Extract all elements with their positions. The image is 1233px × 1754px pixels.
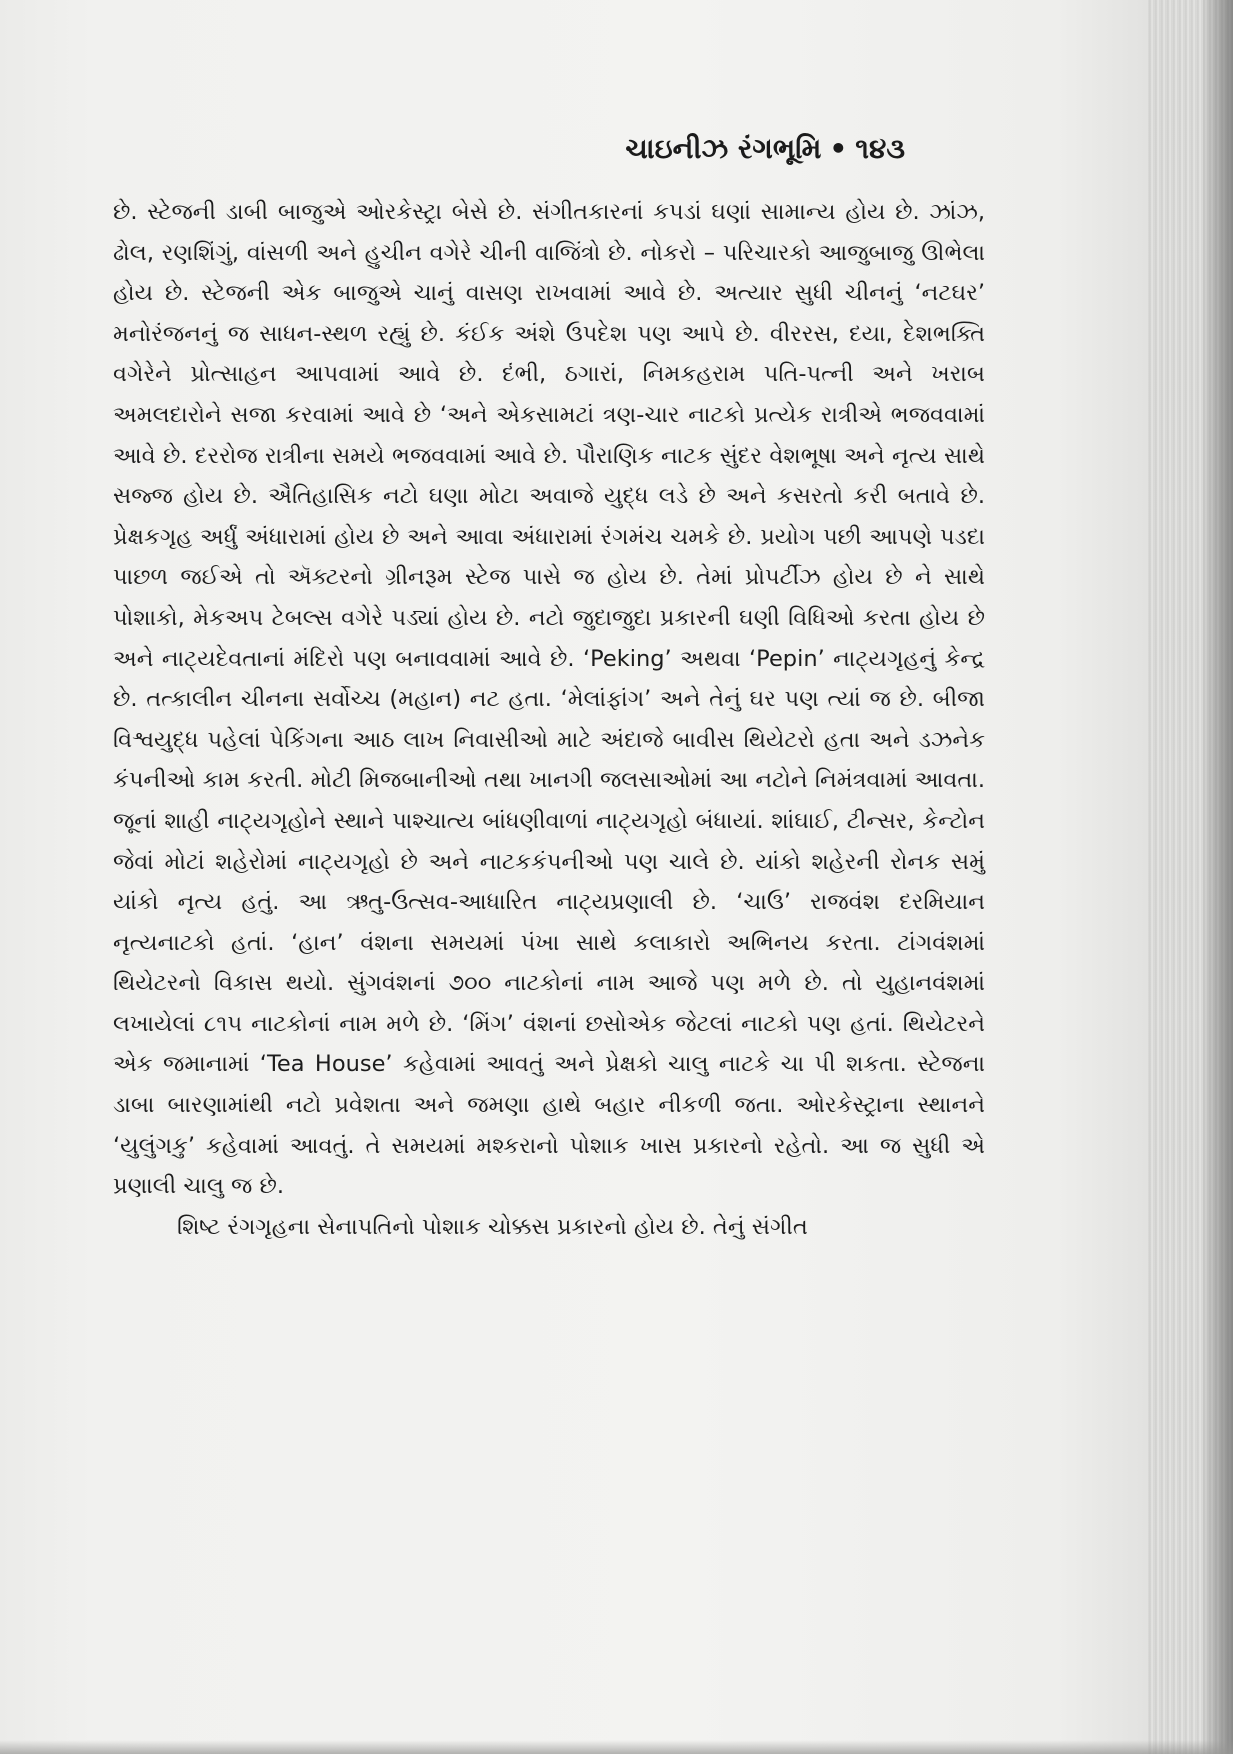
header-separator: • <box>829 132 848 165</box>
running-header <box>625 132 905 166</box>
running-title: ચાઇનીઝ રંગભૂમિ <box>625 132 822 165</box>
body-text <box>113 192 985 1247</box>
page-number: ૧૪૩ <box>855 132 905 165</box>
book-page-edges <box>1148 0 1233 1754</box>
paragraph: છે. સ્ટેજની ડાબી બાજુએ ઓરકેસ્ટ્રા બેસે છે. સંગીતકારનાં કપડાં ઘણાં સામાન્ય હોય છે. ઝાંઝ, ઢોલ, રણશિંગું, વાંસળી અને હુચીન વગેરે ચીની વાજિંત્રો છે. નોકરો – પરિચારકો આજુબાજુ ઊભેલા હોય છે. સ્ટેજની એક બાજુએ ચાનું વાસણ રાખવામાં આવે છે. અત્યાર સુધી ચીનનું ‘નટઘર’ મનોરંજનનું જ સાધન-સ્થળ રહ્યું છે. કંઈક અંશે ઉપદેશ પણ આપે છે. વીરરસ, દયા, દેશભક્તિ વગેરેને પ્રોત્સાહન આપવામાં આવે છે. દંભી, ઠગારાં, નિમકહરામ પતિ-પત્ની અને ખરાબ અમલદારોને સજા કરવામાં આવે છે ‘અને એકસામટાં ત્રણ-ચાર નાટકો પ્રત્યેક રાત્રીએ ભજવવામાં આવે છે. દરરોજ રાત્રીના સમયે ભજવવામાં આવે છે. પૌરાણિક નાટક સુંદર વેશભૂષા અને નૃત્ય સાથે સજ્જ હોય છે. ઐતિહાસિક નટો ઘણા મોટા અવાજે યુદ્ધ લડે છે અને કસરતો કરી બતાવે છે. પ્રેક્ષકગૃહ અર્ધું અંધારામાં હોય છે અને આવા અંધારામાં રંગમંચ ચમકે છે. પ્રયોગ પછી આપણે પડદા પાછળ જઈએ તો ઍક્ટરનો ગ્રીનરૂમ સ્ટેજ પાસે જ હોય છે. તેમાં પ્રોપર્ટીઝ હોય છે ને સાથે પોશાકો, મેકઅપ ટેબલ્સ વગેરે પડ્યાં હોય છે. નટો જુદાજુદા પ્રકારની ઘણી વિધિઓ કરતા હોય છે અને નાટ્યદેવતાનાં મંદિરો પણ બનાવવામાં આવે છે. ‘Peking’ અથવા ‘Pepin’ નાટ્યગૃહનું કેન્દ્ર છે. તત્કાલીન ચીનના સર્વોચ્ચ (મહાન) નટ હતા. ‘મેલાંફાંગ’ અને તેનું ઘર પણ ત્યાં જ છે. બીજા વિશ્વયુદ્ધ પહેલાં પેકિંગના આઠ લાખ નિવાસીઓ માટે અંદાજે બાવીસ થિયેટરો હતા અને ડઝનેક કંપનીઓ કામ કરતી. મોટી મિજબાનીઓ તથા ખાનગી જલસાઓમાં આ નટોને નિમંત્રવામાં આવતા. જૂનાં શાહી નાટ્યગૃહોને સ્થાને પાશ્ચાત્ય બાંધણીવાળાં નાટ્યગૃહો બંધાયાં. શાંઘાઈ, ટીન્સર, કેન્ટોન જેવાં મોટાં શહેરોમાં નાટ્યગૃહો છે અને નાટકકંપનીઓ પણ ચાલે છે. યાંકો શહેરની રોનક સમું યાંકો નૃત્ય હતું. આ ઋતુ-ઉત્સવ-આધારિત નાટ્યપ્રણાલી છે. ‘ચાઉ’ રાજવંશ દરમિયાન નૃત્યનાટકો હતાં. ‘હાન’ વંશના સમયમાં પંખા સાથે કલાકારો અભિનય કરતા. ટાંગવંશમાં થિયેટરનો વિકાસ થયો. સુંગવંશનાં ૭૦૦ નાટકોનાં નામ આજે પણ મળે છે. તો યુહાનવંશમાં લખાયેલાં ૮૧૫ નાટકોનાં નામ મળે છે. ‘મિંગ’ વંશનાં છસોએક જેટલાં નાટકો પણ હતાં. થિયેટરને એક જમાનામાં ‘Tea House’ કહેવામાં આવતું અને પ્રેક્ષકો ચાલુ નાટકે ચા પી શકતા. સ્ટેજના ડાબા બારણામાંથી નટો પ્રવેશતા અને જમણા હાથે બહાર નીકળી જતા. ઓરકેસ્ટ્રાના સ્થાનને ‘યુલુંગકુ’ કહેવામાં આવતું. તે સમયમાં મશ્કરાનો પોશાક ખાસ પ્રકારનો રહેતો. આ જ સુધી એ પ્રણાલી ચાલુ જ છે. <box>113 199 985 1200</box>
scan-bottom-shadow <box>0 1740 1233 1754</box>
paragraph: શિષ્ટ રંગગૃહના સેનાપતિનો પોશાક ચોક્કસ પ્રકારનો હોય છે. તેનું સંગીત <box>177 1213 808 1240</box>
